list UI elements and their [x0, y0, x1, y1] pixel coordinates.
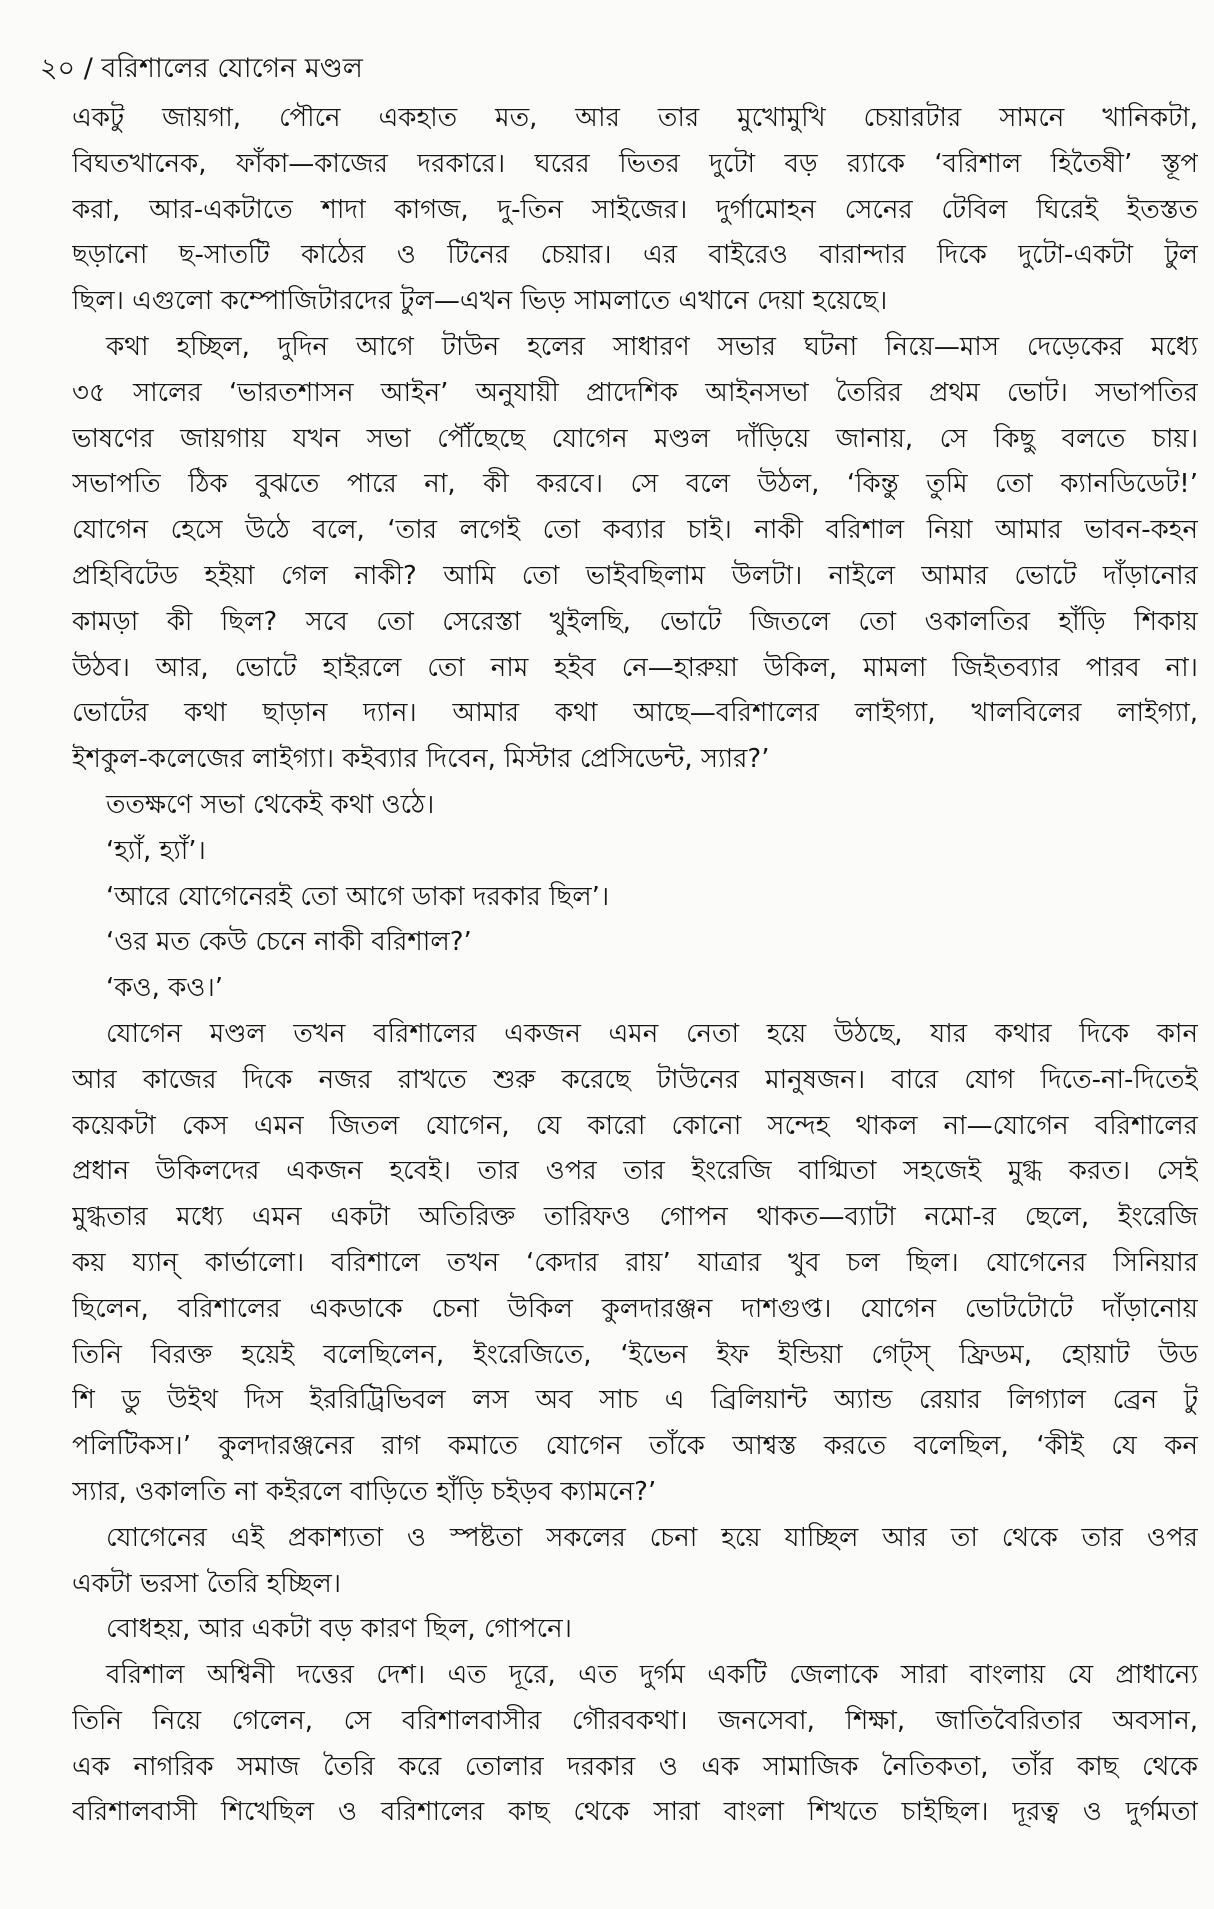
text-line: ছিল। এগুলো কম্পোজিটারদের টুল—এখন ভিড় সামলাতে এখানে দেয়া হয়েছে।	[72, 286, 888, 317]
running-header	[40, 48, 363, 93]
header-separator: /	[83, 53, 93, 84]
page-number: ২০	[40, 53, 76, 84]
text-line: ততক্ষণে সভা থেকেই কথা ওঠে।	[106, 789, 435, 820]
text-line: ‘আরে যোগেনেরই তো আগে ডাকা দরকার ছিল’।	[106, 881, 610, 912]
text-line: ‘কও, কও।’	[106, 973, 224, 1004]
text-line: ছিলেন, বরিশালের একডাকে চেনা উকিল কুলদারঞ্জন দাশগুপ্ত। যোগেন ভোটটোটে দাঁড়ানোয়	[72, 1293, 1198, 1324]
text-line: যোগেন হেসে উঠে বলে, ‘তার লগেই তো কব্যার চাই। নাকী বরিশাল নিয়া আমার ভাবন-কহন	[72, 515, 1198, 546]
text-line: ৩৫ সালের ‘ভারতশাসন আইন’ অনুযায়ী প্রাদেশিক আইনসভা তৈরির প্রথম ভোট। সভাপতির	[72, 377, 1198, 408]
text-line: ছড়ানো ছ-সাতটি কাঠের ও টিনের চেয়ার। এর বাইরেও বারান্দার দিকে দুটো-একটা টুল	[72, 240, 1198, 271]
text-line: আর কাজের দিকে নজর রাখতে শুরু করেছে টাউনের মানুষজন। বারে যোগ দিতে-না-দিতেই	[72, 1064, 1198, 1095]
text-line: শি ডু উইথ দিস ইররিট্রিভিবল লস অব সাচ এ ব্রিলিয়ান্ট অ্যান্ড রেয়ার লিগ্যাল ব্রেন টু	[72, 1385, 1198, 1416]
text-line: বোধহয়, আর একটা বড় কারণ ছিল, গোপনে।	[106, 1614, 572, 1645]
text-line: কামড়া কী ছিল? সবে তো সেরেস্তা খুইলছি, ভোটে জিতলে তো ওকালতির হাঁড়ি শিকায়	[72, 606, 1198, 637]
text-line: ভোটের কথা ছাড়ান দ্যান। আমার কথা আছে—বরিশালের লাইগ্যা, খালবিলের লাইগ্যা,	[72, 698, 1198, 729]
text-line: ভাষণের জায়গায় যখন সভা পৌঁছেছে যোগেন মণ্ডল দাঁড়িয়ে জানায়, সে কিছু বলতে চায়।	[72, 423, 1198, 454]
text-line: একটা ভরসা তৈরি হচ্ছিল।	[72, 1568, 342, 1599]
text-line: কয় য্যান্ কার্ভালো। বরিশালে তখন ‘কেদার রায়’ যাত্রার খুব চল ছিল। যোগেনের সিনিয়ার	[72, 1247, 1198, 1278]
text-line: যোগেনের এই প্রকাশ্যতা ও স্পষ্টতা সকলের চেনা হয়ে যাচ্ছিল আর তা থেকে তার ওপর	[106, 1522, 1198, 1553]
text-line: ‘হ্যাঁ, হ্যাঁ’।	[106, 835, 206, 866]
text-line: প্রধান উকিলদের একজন হবেই। তার ওপর তার ইংরেজি বাগ্মিতা সহজেই মুগ্ধ করত। সেই	[72, 1156, 1198, 1187]
running-title: বরিশালের যোগেন মণ্ডল	[101, 53, 363, 84]
text-line: বরিশাল অশ্বিনী দত্তের দেশ। এত দূরে, এত দুর্গম একটি জেলাকে সারা বাংলায় যে প্রাধান্যে	[106, 1660, 1198, 1691]
text-line: সভাপতি ঠিক বুঝতে পারে না, কী করবে। সে বলে উঠল, ‘কিন্তু তুমি তো ক্যানডিডেট!’	[72, 469, 1198, 500]
text-line: প্রহিবিটেড হইয়া গেল নাকী? আমি তো ভাইবছিলাম উলটা। নাইলে আমার ভোটে দাঁড়ানোর	[72, 560, 1198, 591]
text-line: একটু জায়গা, পৌনে একহাত মত, আর তার মুখোমুখি চেয়ারটার সামনে খানিকটা,	[72, 103, 1198, 133]
text-line: তিনি নিয়ে গেলেন, সে বরিশালবাসীর গৌরবকথা। জনসেবা, শিক্ষা, জাতিবৈরিতার অবসান,	[72, 1705, 1198, 1736]
text-line: এক নাগরিক সমাজ তৈরি করে তোলার দরকার ও এক সামাজিক নৈতিকতা, তাঁর কাছ থেকে	[72, 1751, 1198, 1782]
text-line: যোগেন মণ্ডল তখন বরিশালের একজন এমন নেতা হয়ে উঠছে, যার কথার দিকে কান	[106, 1018, 1198, 1049]
body-text	[72, 96, 1198, 1836]
text-line: কথা হচ্ছিল, দুদিন আগে টাউন হলের সাধারণ সভার ঘটনা নিয়ে—মাস দেড়েকের মধ্যে	[106, 331, 1198, 362]
text-line: ‘ওর মত কেউ চেনে নাকী বরিশাল?’	[106, 927, 472, 958]
text-line: উঠব। আর, ভোটে হাইরলে তো নাম হইব নে—হারুয়া উকিল, মামলা জিইতব্যার পারব না।	[72, 652, 1198, 683]
text-line: করা, আর-একটাতে শাদা কাগজ, দু-তিন সাইজের। দুর্গামোহন সেনের টেবিল ঘিরেই ইতস্তত	[72, 194, 1198, 225]
text-line: বিঘতখানেক, ফাঁকা—কাজের দরকারে। ঘরের ভিতর দুটো বড় র‍্যাকে ‘বরিশাল হিতৈষী’ স্তূপ	[72, 148, 1198, 179]
text-line: মুগ্ধতার মধ্যে এমন একটা অতিরিক্ত তারিফও গোপন থাকত—ব্যাটা নমো-র ছেলে, ইংরেজি	[72, 1202, 1198, 1233]
text-line: বরিশালবাসী শিখেছিল ও বরিশালের কাছ থেকে সারা বাংলা শিখতে চাইছিল। দূরত্ব ও দুর্গমতা	[72, 1797, 1198, 1828]
text-line: তিনি বিরক্ত হয়েই বলেছিলেন, ইংরেজিতে, ‘ইভেন ইফ ইন্ডিয়া গেট্স্ ফ্রিডম, হোয়াট উড	[72, 1339, 1198, 1370]
text-line: স্যার, ওকালতি না কইরলে বাড়িতে হাঁড়ি চইড়ব ক্যামনে?’	[72, 1476, 657, 1507]
text-line: কয়েকটা কেস এমন জিতল যোগেন, যে কারো কোনো সন্দেহ থাকল না—যোগেন বরিশালের	[72, 1110, 1198, 1141]
text-line: পলিটিকস।’ কুলদারঞ্জনের রাগ কমাতে যোগেন তাঁকে আশ্বস্ত করতে বলেছিল, ‘কীই যে কন	[72, 1431, 1198, 1462]
text-line: ইশকুল-কলেজের লাইগ্যা। কইব্যার দিবেন, মিস্টার প্রেসিডেন্ট, স্যার?’	[72, 744, 770, 775]
